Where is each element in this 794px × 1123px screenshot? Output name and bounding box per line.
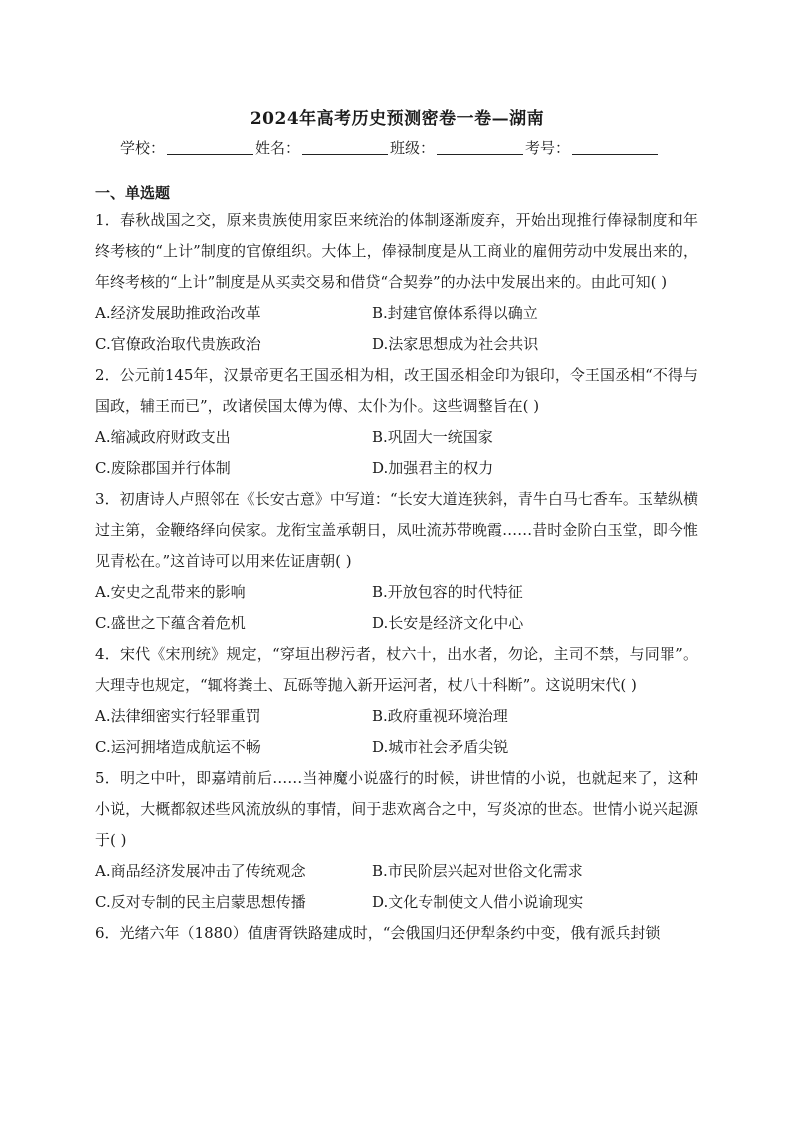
question-1-text: 1．春秋战国之交，原来贵族使用家臣来统治的体制逐渐废弃，开始出现推行俸禄制度和年终考核的“上计”制度的官僚组织。大体上，俸禄制度是从工商业的雇佣劳动中发展出来的，年终考核的“上计”制度是从买卖交易和借贷“合契券”的办法中发展出来的。由此可知( )	[95, 211, 698, 291]
school-blank	[167, 140, 253, 155]
question-2-options-row-1	[95, 422, 698, 453]
question-2-text: 2．公元前145年，汉景帝更名王国丞相为相，改王国丞相金印为银印，令王国丞相“不得与国政，辅王而已”，改诸侯国太傅为傅、太仆为仆。这些调整旨在( )	[95, 366, 698, 415]
question-4-options-row-1	[95, 701, 698, 732]
class-blank	[437, 140, 523, 155]
question-1-options-row-1	[95, 298, 698, 329]
option-d: D.文化专制使文人借小说谕现实	[372, 893, 584, 911]
option-a: A.法律细密实行轻罪重罚	[95, 707, 261, 725]
option-c: C.官僚政治取代贵族政治	[95, 335, 261, 353]
option-d: D.长安是经济文化中心	[372, 614, 524, 632]
option-b: B.封建官僚体系得以确立	[372, 304, 538, 322]
question-3-options-row-1	[95, 577, 698, 608]
option-a: A.安史之乱带来的影响	[95, 583, 246, 601]
option-c: C.盛世之下蕴含着危机	[95, 614, 246, 632]
option-d: D.法家思想成为社会共识	[372, 335, 539, 353]
section-heading: 一、单选题	[95, 184, 171, 202]
question-4-options-row-2	[95, 732, 698, 763]
option-c: C.反对专制的民主启蒙思想传播	[95, 893, 306, 911]
question-2-options-row-2	[95, 453, 698, 484]
question-5-options-row-2	[95, 887, 698, 918]
option-a: A.缩减政府财政支出	[95, 428, 231, 446]
question-5-text: 5．明之中叶，即嘉靖前后……当神魔小说盛行的时候，讲世情的小说，也就起来了，这种小说，大概都叙述些风流放纵的事情，间于悲欢离合之中，写炎凉的世态。世情小说兴起源于( )	[95, 769, 698, 849]
option-a: A.经济发展助推政治改革	[95, 304, 261, 322]
option-c: C.运河拥堵造成航运不畅	[95, 738, 261, 756]
option-d: D.城市社会矛盾尖锐	[372, 738, 509, 756]
question-1-options-row-2	[95, 329, 698, 360]
option-b: B.巩固大一统国家	[372, 428, 493, 446]
class-label: 班级：	[390, 139, 436, 157]
student-info-row	[120, 137, 680, 158]
option-b: B.政府重视环境治理	[372, 707, 508, 725]
question-5-options-row-1	[95, 856, 698, 887]
question-4-text: 4．宋代《宋刑统》规定，“穿垣出秽污者，杖六十，出水者，勿论，主司不禁，与同罪”。大理寺也规定，“辄将粪土、瓦砾等抛入新开运河者，杖八十科断”。这说明宋代( )	[95, 645, 698, 694]
option-a: A.商品经济发展冲击了传统观念	[95, 862, 306, 880]
school-label: 学校：	[120, 139, 166, 157]
number-blank	[572, 140, 658, 155]
question-3-text: 3．初唐诗人卢照邻在《长安古意》中写道：“长安大道连狭斜，青牛白马七香车。玉辇纵横过主第，金鞭络绎向侯家。龙衔宝盖承朝日，凤吐流苏带晚霞……昔时金阶白玉堂，即今惟见青松在。”这首诗可以用来佐证唐朝( )	[95, 490, 698, 570]
question-3-options-row-2	[95, 608, 698, 639]
option-c: C.废除郡国并行体制	[95, 459, 231, 477]
name-blank	[302, 140, 388, 155]
option-d: D.加强君主的权力	[372, 459, 494, 477]
question-list	[95, 205, 698, 949]
exam-title: 2024年高考历史预测密卷一卷—湖南	[249, 109, 545, 129]
option-b: B.市民阶层兴起对世俗文化需求	[372, 862, 583, 880]
question-6-text: 6．光绪六年（1880）值唐胥铁路建成时，“会俄国归还伊犁条约中变，俄有派兵封锁	[95, 924, 661, 942]
option-b: B.开放包容的时代特征	[372, 583, 523, 601]
number-label: 考号：	[525, 139, 571, 157]
name-label: 姓名：	[255, 139, 301, 157]
